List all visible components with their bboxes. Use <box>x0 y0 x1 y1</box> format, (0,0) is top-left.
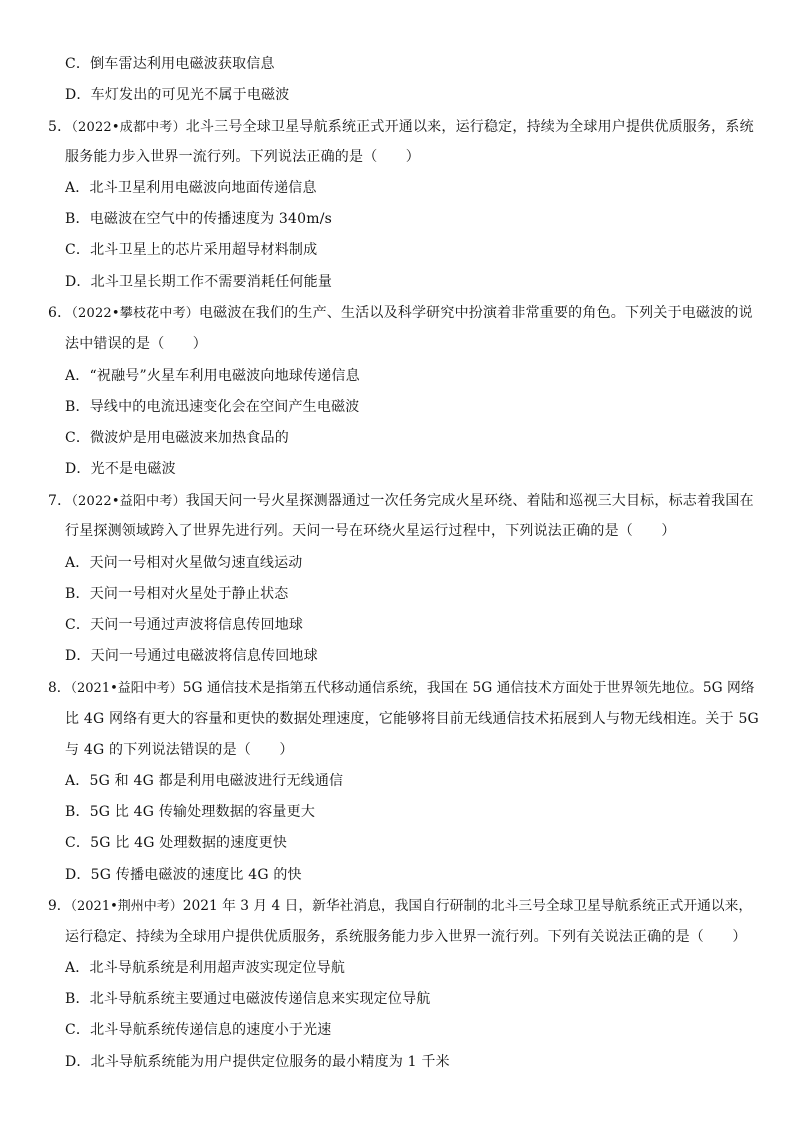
question-text: 北斗三号全球卫星导航系统正式开通以来，运行稳定，持续为全球用户提供优质服务，系统 <box>185 119 754 135</box>
question-text: 2021 年 3 月 4 日，新华社消息，我国自行研制的北斗三号全球卫星导航系统正式开通以来， <box>182 898 753 914</box>
question-8-option-a: A．5G 和 4G 都是利用电磁波进行无线通信 <box>65 773 344 789</box>
question-source: （2021•益阳中考） <box>70 681 183 696</box>
question-number: 7． <box>48 493 72 509</box>
question-8-stem-line-3: 与 4G 的下列说法错误的是（ ） <box>65 742 294 758</box>
question-7-option-b: B．天问一号相对火星处于静止状态 <box>65 586 289 602</box>
question-8-option-b: B．5G 比 4G 传输处理数据的容量更大 <box>65 804 316 820</box>
question-6-stem-line-2: 法中错误的是（ ） <box>65 336 207 352</box>
question-9-stem-line-2: 运行稳定、持续为全球用户提供优质服务，系统服务能力步入世界一流行列。下列有关说法正确的是（ ） <box>65 929 747 945</box>
option-c: C．倒车雷达利用电磁波获取信息 <box>65 56 275 72</box>
option-d: D．车灯发出的可见光不属于电磁波 <box>65 87 290 103</box>
question-5-option-c: C．北斗卫星上的芯片采用超导材料制成 <box>65 242 318 258</box>
question-number: 8． <box>48 680 71 696</box>
question-7-stem-line-2: 行星探测领域跨入了世界先进行列。天问一号在环绕火星运行过程中，下列说法正确的是（ ） <box>65 523 676 539</box>
question-text: 我国天问一号火星探测器通过一次任务完成火星环绕、着陆和巡视三大目标，标志着我国在 <box>185 493 754 509</box>
question-7-option-d: D．天问一号通过电磁波将信息传回地球 <box>65 648 318 664</box>
question-5-option-d: D．北斗卫星长期工作不需要消耗任何能量 <box>65 274 333 290</box>
question-7-stem-line-1 <box>48 491 754 511</box>
question-5-option-a: A．北斗卫星利用电磁波向地面传递信息 <box>65 180 317 196</box>
question-number: 6． <box>48 305 72 321</box>
question-6-option-c: C．微波炉是用电磁波来加热食品的 <box>65 430 289 446</box>
question-5-stem-line-1 <box>48 117 754 137</box>
question-6-option-b: B．导线中的电流迅速变化会在空间产生电磁波 <box>65 399 360 415</box>
question-6-stem-line-1 <box>48 303 753 323</box>
question-source: （2022•攀枝花中考） <box>71 306 199 321</box>
question-number: 5． <box>48 119 72 135</box>
question-8-stem-line-1 <box>48 678 754 698</box>
question-source: （2021•荆州中考） <box>70 899 183 914</box>
question-9-stem-line-1 <box>48 896 752 916</box>
question-source: （2022•成都中考） <box>71 120 186 135</box>
question-number: 9． <box>48 898 71 914</box>
question-9-option-a: A．北斗导航系统是利用超声波实现定位导航 <box>65 960 346 976</box>
question-5-stem-line-2: 服务能力步入世界一流行列。下列说法正确的是（ ） <box>65 149 420 165</box>
question-7-option-a: A．天问一号相对火星做匀速直线运动 <box>65 555 303 571</box>
question-text: 5G 通信技术是指第五代移动通信系统，我国在 5G 通信技术方面处于世界领先地位。5G 网络 <box>182 680 755 696</box>
question-9-option-d: D．北斗导航系统能为用户提供定位服务的最小精度为 1 千米 <box>65 1054 450 1070</box>
question-9-option-c: C．北斗导航系统传递信息的速度小于光速 <box>65 1022 332 1038</box>
question-6-option-d: D．光不是电磁波 <box>65 461 176 477</box>
question-source: （2022•益阳中考） <box>71 494 186 509</box>
question-8-option-c: C．5G 比 4G 处理数据的速度更快 <box>65 835 288 851</box>
question-8-option-d: D．5G 传播电磁波的速度比 4G 的快 <box>65 867 302 883</box>
question-7-option-c: C．天问一号通过声波将信息传回地球 <box>65 617 304 633</box>
question-6-option-a: A．“祝融号”火星车利用电磁波向地球传递信息 <box>65 368 360 384</box>
question-9-option-b: B．北斗导航系统主要通过电磁波传递信息来实现定位导航 <box>65 991 431 1007</box>
question-5-option-b: B．电磁波在空气中的传播速度为 340m/s <box>65 211 333 227</box>
question-8-stem-line-2: 比 4G 网络有更大的容量和更快的数据处理速度，它能够将目前无线通信技术拓展到人与物无线相连。关于 5G <box>65 711 759 727</box>
question-text: 电磁波在我们的生产、生活以及科学研究中扮演着非常重要的角色。下列关于电磁波的说 <box>198 305 753 321</box>
